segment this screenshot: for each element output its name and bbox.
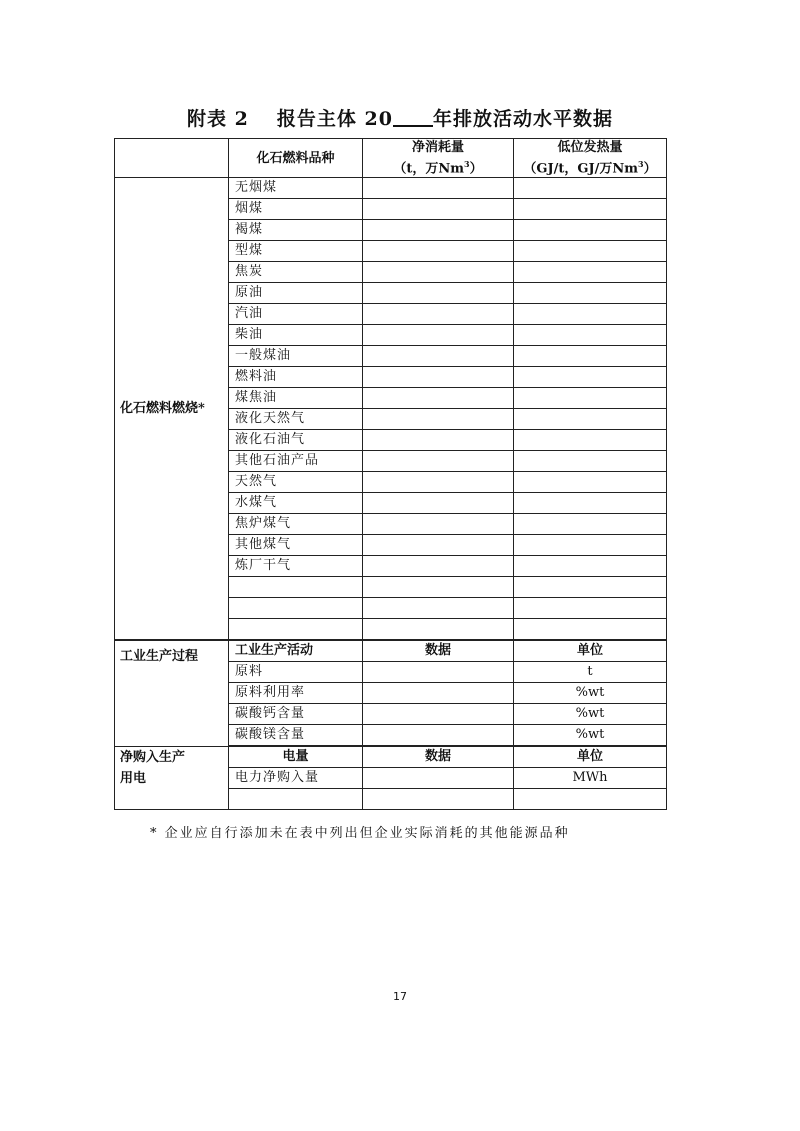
page-number: 17 (393, 990, 407, 1003)
calorific-value-cell[interactable] (514, 346, 667, 367)
section-purchased-electricity: 净购入生产 用电 (115, 746, 229, 810)
title-main-end: 年排放活动水平数据 (432, 108, 613, 130)
net-consumption-cell[interactable] (363, 388, 514, 409)
net-consumption-cell[interactable] (363, 493, 514, 514)
calorific-value-cell[interactable] (514, 367, 667, 388)
header-net-consumption: 净消耗量 （t，万Nm$^3$） (363, 139, 514, 178)
net-consumption-cell[interactable] (363, 283, 514, 304)
calorific-value-cell[interactable] (514, 325, 667, 346)
section-fossil-combustion: 化石燃料燃烧* (115, 178, 229, 641)
industrial-header-row (115, 640, 667, 662)
net-consumption-cell[interactable] (363, 346, 514, 367)
activity-data-table (114, 138, 667, 810)
activity-data-cell[interactable] (363, 725, 514, 747)
net-consumption-cell[interactable] (363, 325, 514, 346)
net-consumption-cell[interactable] (363, 241, 514, 262)
fuel-name: 液化天然气 (229, 409, 363, 430)
title-prefix: 附表 2 (187, 108, 249, 130)
calorific-value-cell[interactable] (514, 241, 667, 262)
net-consumption-cell[interactable] (363, 556, 514, 577)
fuel-name: 天然气 (229, 472, 363, 493)
header-calorific-value: 低位发热量 （GJ/t，GJ/万Nm$^3$） (514, 139, 667, 178)
electricity-item: 电力净购入量 (229, 768, 363, 789)
calorific-value-cell[interactable] (514, 535, 667, 556)
calorific-value-cell[interactable] (514, 199, 667, 220)
net-consumption-cell[interactable] (363, 535, 514, 556)
fuel-name: 燃料油 (229, 367, 363, 388)
electricity-item (229, 789, 363, 810)
calorific-value-cell[interactable] (514, 262, 667, 283)
fuel-name: 原油 (229, 283, 363, 304)
header-empty (115, 139, 229, 178)
fuel-name: 炼厂干气 (229, 556, 363, 577)
fuel-name: 型煤 (229, 241, 363, 262)
electricity-data-cell[interactable] (363, 789, 514, 810)
net-consumption-cell[interactable] (363, 178, 514, 199)
fuel-name (229, 577, 363, 598)
activity-unit: t (514, 662, 667, 683)
electricity-unit: MWh (514, 768, 667, 789)
net-consumption-cell[interactable] (363, 199, 514, 220)
activity-unit: %wt (514, 704, 667, 725)
fuel-name: 汽油 (229, 304, 363, 325)
activity-data-cell[interactable] (363, 704, 514, 725)
calorific-value-cell[interactable] (514, 304, 667, 325)
fuel-name: 无烟煤 (229, 178, 363, 199)
net-consumption-cell[interactable] (363, 262, 514, 283)
net-consumption-cell[interactable] (363, 451, 514, 472)
calorific-value-cell[interactable] (514, 430, 667, 451)
net-consumption-cell[interactable] (363, 472, 514, 493)
activity-data-cell[interactable] (363, 662, 514, 683)
electricity-header-amount: 电量 (229, 746, 363, 768)
net-consumption-cell[interactable] (363, 577, 514, 598)
electricity-data-cell[interactable] (363, 768, 514, 789)
fuel-name: 焦炉煤气 (229, 514, 363, 535)
fuel-name: 煤焦油 (229, 388, 363, 409)
calorific-value-cell[interactable] (514, 556, 667, 577)
industrial-header-data: 数据 (363, 640, 514, 662)
electricity-header-data: 数据 (363, 746, 514, 768)
fuel-name (229, 598, 363, 619)
net-consumption-cell[interactable] (363, 304, 514, 325)
calorific-value-cell[interactable] (514, 514, 667, 535)
fuel-name: 水煤气 (229, 493, 363, 514)
fuel-name: 褐煤 (229, 220, 363, 241)
calorific-value-cell[interactable] (514, 472, 667, 493)
net-consumption-cell[interactable] (363, 430, 514, 451)
activity-unit: %wt (514, 683, 667, 704)
title-main: 报告主体 20 (276, 108, 393, 130)
calorific-value-cell[interactable] (514, 619, 667, 641)
net-consumption-cell[interactable] (363, 514, 514, 535)
table-row (115, 178, 667, 199)
table-title (0, 104, 800, 131)
fuel-name: 其他石油产品 (229, 451, 363, 472)
fuel-name: 其他煤气 (229, 535, 363, 556)
net-consumption-cell[interactable] (363, 598, 514, 619)
net-consumption-cell[interactable] (363, 619, 514, 641)
header-row (115, 139, 667, 178)
industrial-header-unit: 单位 (514, 640, 667, 662)
industrial-header-activity: 工业生产活动 (229, 640, 363, 662)
electricity-unit (514, 789, 667, 810)
calorific-value-cell[interactable] (514, 493, 667, 514)
fuel-name: 烟煤 (229, 199, 363, 220)
calorific-value-cell[interactable] (514, 283, 667, 304)
footnote: * 企业应自行添加未在表中列出但企业实际消耗的其他能源品种 (150, 826, 570, 841)
calorific-value-cell[interactable] (514, 178, 667, 199)
fuel-name: 柴油 (229, 325, 363, 346)
calorific-value-cell[interactable] (514, 388, 667, 409)
activity-name: 原料 (229, 662, 363, 683)
activity-name: 碳酸钙含量 (229, 704, 363, 725)
calorific-value-cell[interactable] (514, 598, 667, 619)
fuel-name: 液化石油气 (229, 430, 363, 451)
calorific-value-cell[interactable] (514, 220, 667, 241)
activity-unit: %wt (514, 725, 667, 747)
calorific-value-cell[interactable] (514, 409, 667, 430)
fuel-name (229, 619, 363, 641)
calorific-value-cell[interactable] (514, 451, 667, 472)
electricity-header-row (115, 746, 667, 768)
calorific-value-cell[interactable] (514, 577, 667, 598)
activity-name: 碳酸镁含量 (229, 725, 363, 747)
net-consumption-cell[interactable] (363, 367, 514, 388)
fuel-name: 一般煤油 (229, 346, 363, 367)
header-fuel-type: 化石燃料品种 (229, 139, 363, 178)
year-blank (393, 107, 433, 127)
fuel-name: 焦炭 (229, 262, 363, 283)
net-consumption-cell[interactable] (363, 220, 514, 241)
net-consumption-cell[interactable] (363, 409, 514, 430)
activity-data-cell[interactable] (363, 683, 514, 704)
electricity-header-unit: 单位 (514, 746, 667, 768)
section-industrial-process: 工业生产过程 (115, 640, 229, 746)
activity-name: 原料利用率 (229, 683, 363, 704)
